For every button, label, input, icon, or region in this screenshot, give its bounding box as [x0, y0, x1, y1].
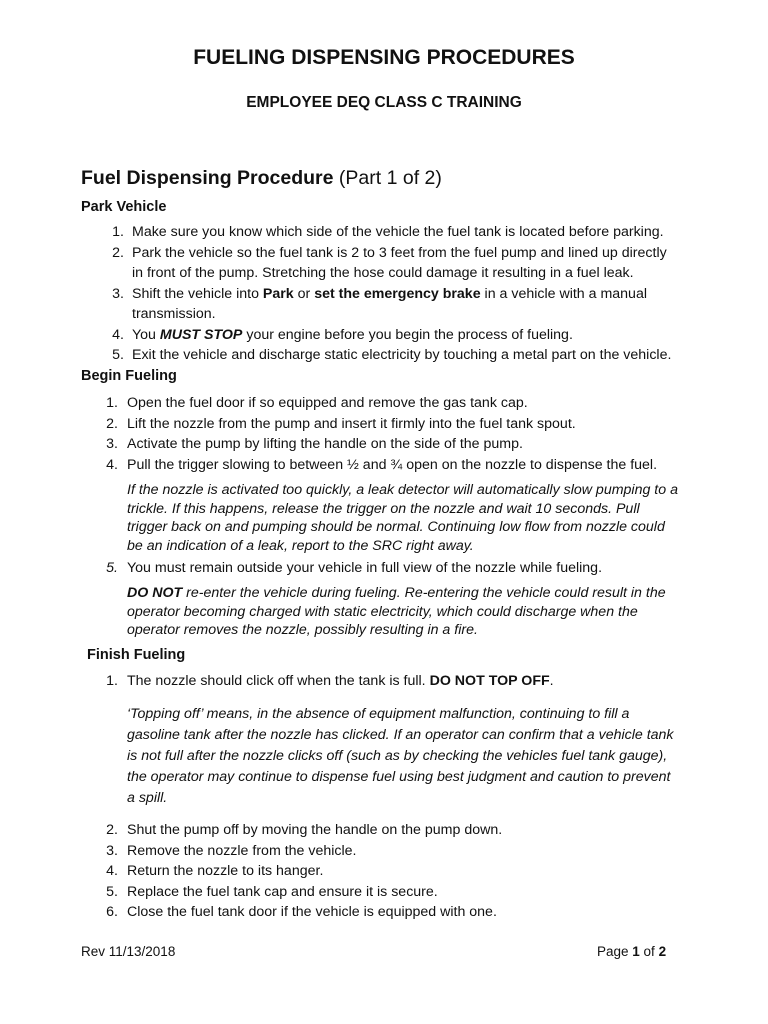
- topping-off-note: ‘Topping off’ means, in the absence of equipment malfunction, continuing to fill a gasoline tank after the nozzle has clicked. If an operator can confirm that a vehicle tank is not full after the nozzle clicks off (such as by checking the vehicles fuel tank gauge), the operator may continue to dispense fuel using best judgment and caution to prevent a spill.: [127, 706, 674, 806]
- list-item: 1. Make sure you know which side of the vehicle the fuel tank is located before parking.: [112, 224, 664, 240]
- leak-detector-note: If the nozzle is activated too quickly, a leak detector will automatically slow pumping to a trickle. If this happens, release the trigger on the nozzle and wait 10 seconds. Pull trigger back on and pumping should be normal. Continuing low flow from nozzle could be an indication of a leak, report to the SRC right away.: [127, 482, 678, 554]
- part-title: [81, 167, 442, 190]
- list-item: 1. Open the fuel door if so equipped and remove the gas tank cap.: [106, 395, 528, 411]
- page-number: Page 1 of 2: [597, 944, 667, 959]
- finish-fueling-list-continued: [98, 820, 728, 923]
- list-item: 5. Exit the vehicle and discharge static electricity by touching a metal part on the vehicle.: [112, 347, 672, 363]
- section-heading-park-vehicle: Park Vehicle: [81, 199, 167, 215]
- part-title-main: Fuel Dispensing Procedure: [81, 167, 334, 189]
- part-title-suffix: (Part 1 of 2): [338, 167, 442, 189]
- list-item: 1. The nozzle should click off when the tank is full. DO NOT TOP OFF.: [106, 673, 554, 689]
- list-item: 5. You must remain outside your vehicle in full view of the nozzle while fueling.: [106, 560, 603, 576]
- finish-fueling-list: [98, 671, 728, 692]
- list-item: 5. Replace the fuel tank cap and ensure it is secure.: [106, 883, 438, 900]
- page-subtitle: EMPLOYEE DEQ CLASS C TRAINING: [246, 94, 522, 111]
- list-item: 2. Lift the nozzle from the pump and insert it firmly into the fuel tank spout.: [106, 415, 576, 432]
- list-item: 4. You MUST STOP your engine before you begin the process of fueling.: [112, 326, 573, 343]
- section-heading-finish-fueling: Finish Fueling: [87, 647, 186, 663]
- section-heading-begin-fueling: Begin Fueling: [81, 368, 177, 384]
- list-item: 3. Activate the pump by lifting the handle on the side of the pump.: [106, 436, 523, 452]
- list-item: 4. Return the nozzle to its hanger.: [106, 863, 324, 879]
- page-title: FUELING DISPENSING PROCEDURES: [193, 46, 575, 69]
- begin-fueling-list-continued: [98, 558, 728, 579]
- list-item: 2. Park the vehicle so the fuel tank is 2 to 3 feet from the fuel pump and lined up directly in front of the pump. Stretching the hose could damage it resulting in a fuel leak.: [112, 244, 667, 281]
- list-item: 3. Remove the nozzle from the vehicle.: [106, 842, 357, 859]
- list-item: 4. Pull the trigger slowing to between ½ and ¾ open on the nozzle to dispense the fuel.: [106, 456, 658, 473]
- static-electricity-note: DO NOT re-enter the vehicle during fueling. Re-entering the vehicle could result in the operator becoming charged with static electricity, which could discharge when the operator removes the nozzle, possibly resulting in a fire.: [127, 585, 666, 638]
- list-item: 3. Shift the vehicle into Park or set the emergency brake in a vehicle with a manual transmission.: [112, 285, 647, 322]
- revision-date: Rev 11/13/2018: [81, 944, 176, 959]
- begin-fueling-list: [98, 393, 728, 475]
- list-item: 6. Close the fuel tank door if the vehicle is equipped with one.: [106, 904, 497, 920]
- park-vehicle-list: [104, 222, 724, 366]
- list-item: 2. Shut the pump off by moving the handle on the pump down.: [106, 822, 503, 838]
